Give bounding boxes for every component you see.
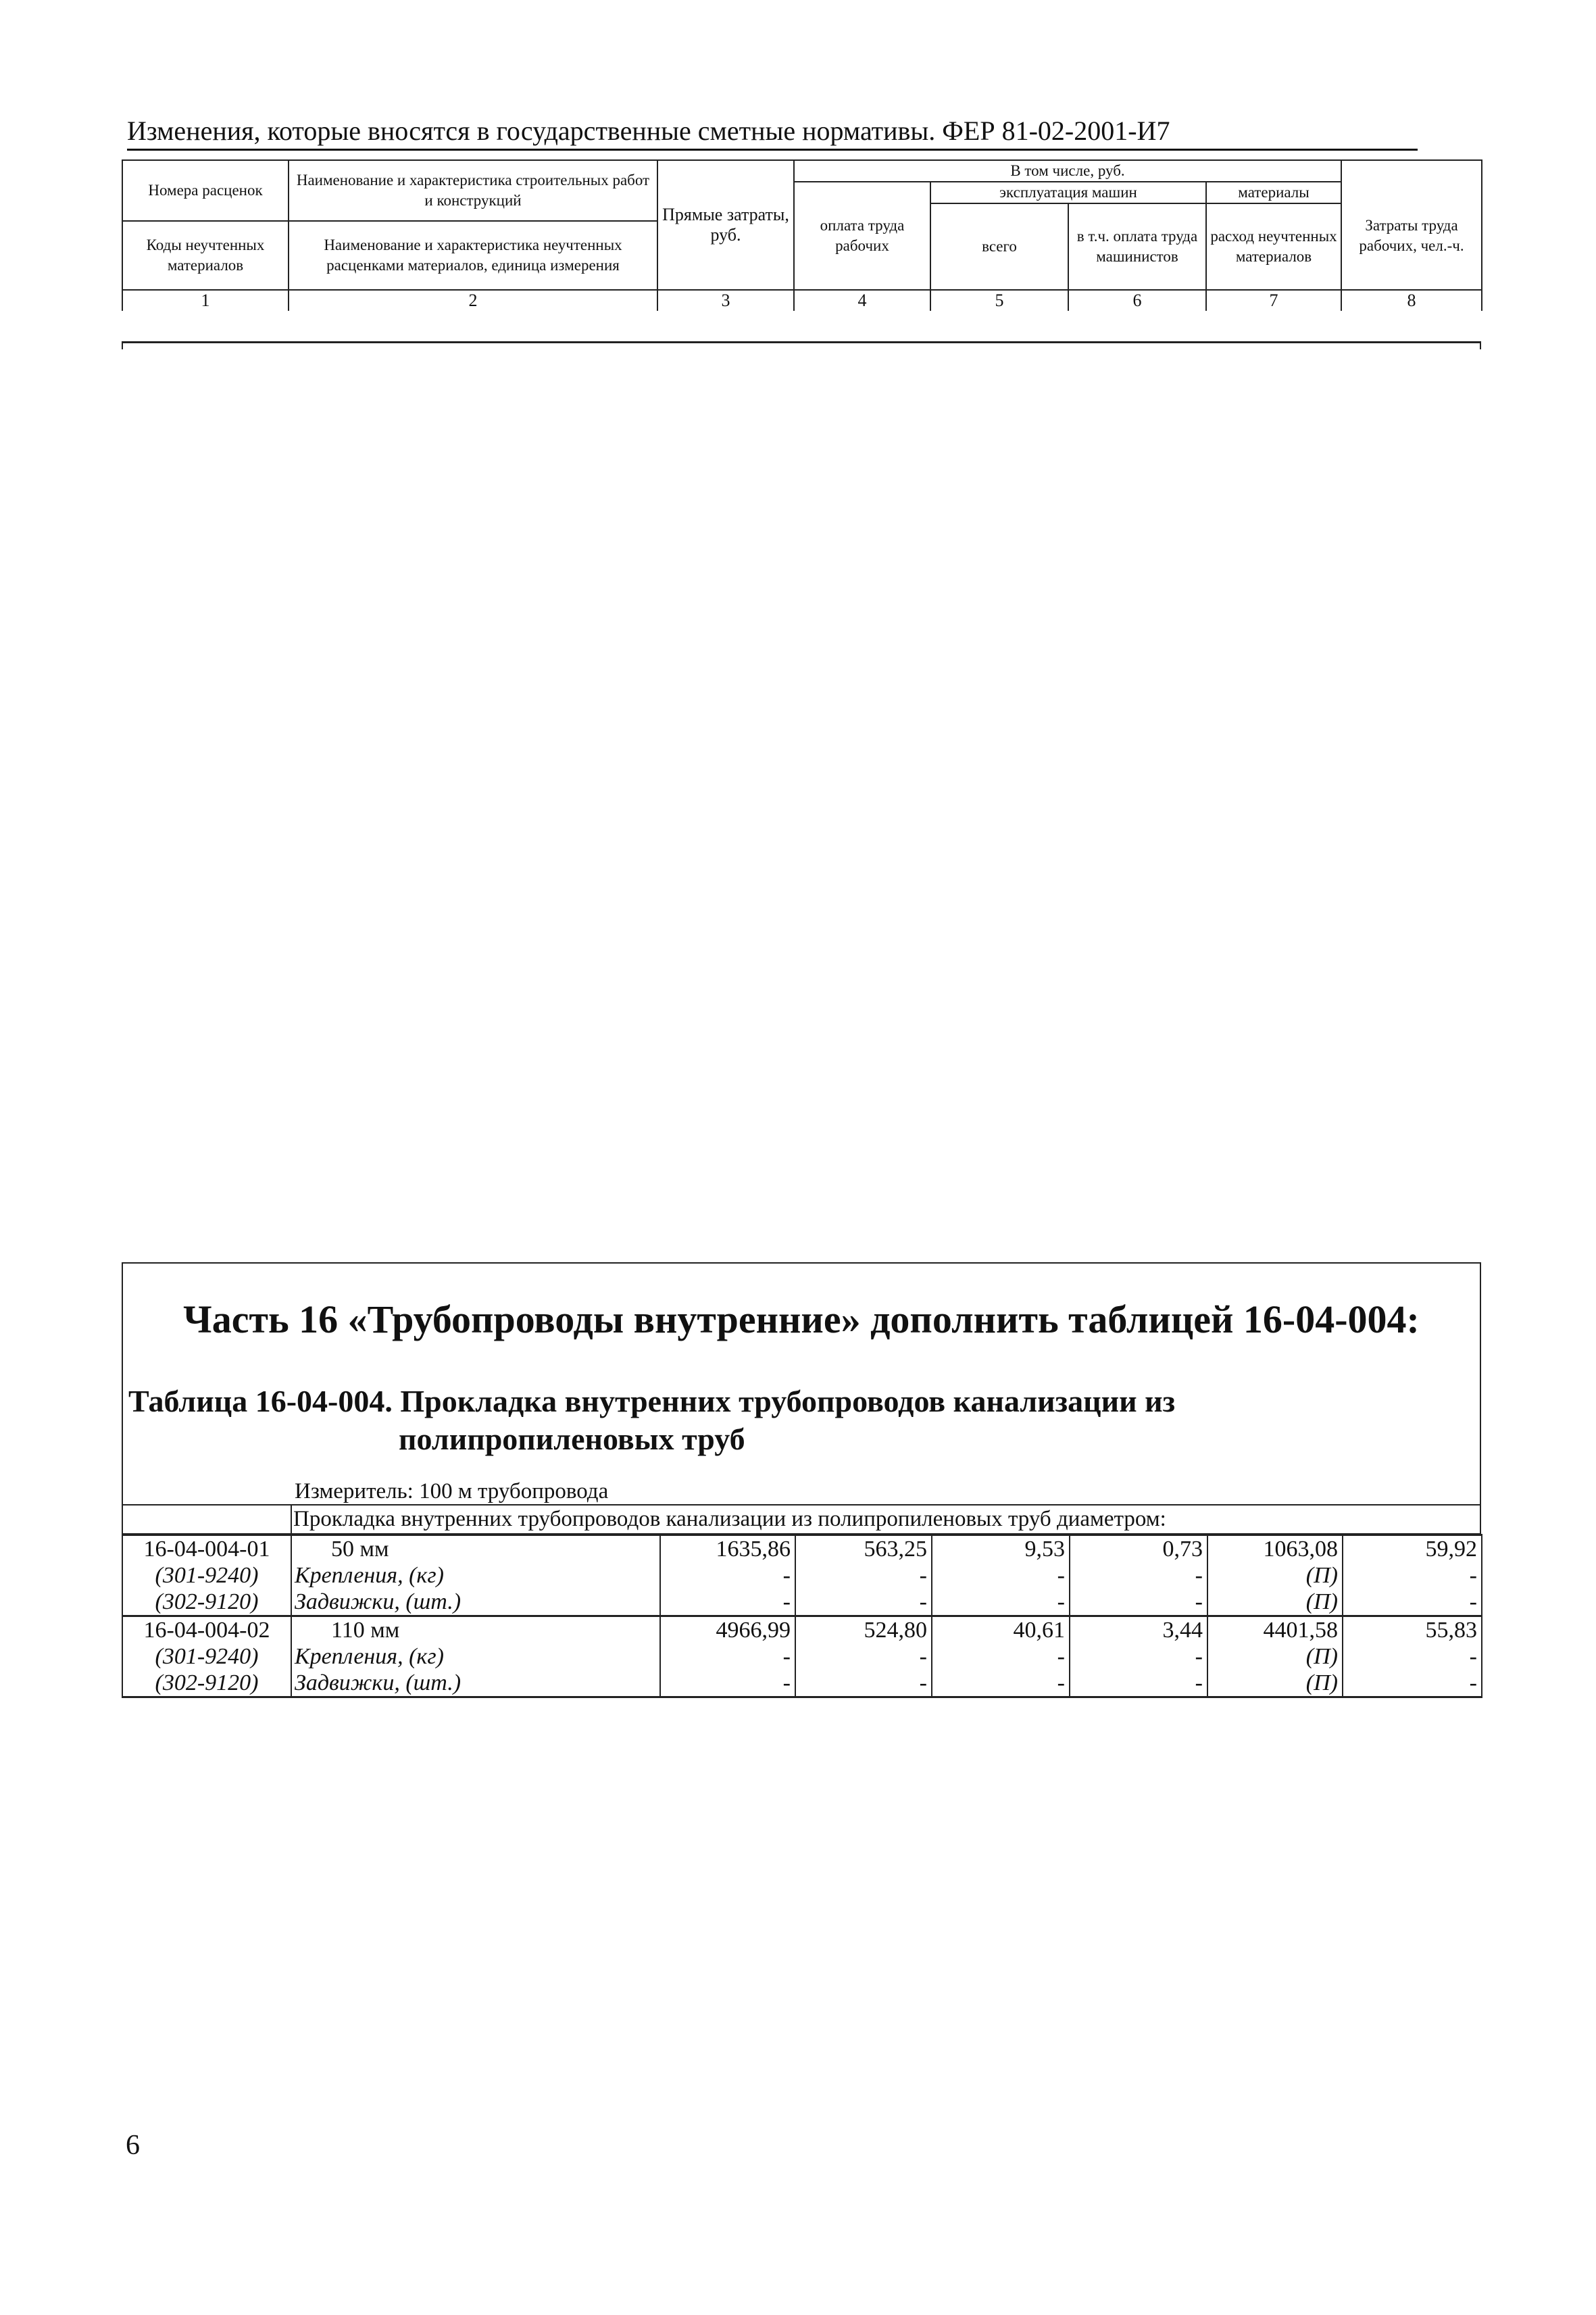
machine-total: - [932,1562,1070,1589]
table-row [122,1616,1482,1644]
machine-total: - [932,1670,1070,1697]
subheading-right-border [1480,1504,1481,1535]
table-row [122,1562,1482,1589]
col-number-5: 5 [930,290,1068,311]
material-code: (301-9240) [122,1643,291,1670]
materials-cost: (П) [1207,1562,1343,1589]
labor-wages: 524,80 [795,1616,932,1644]
material-code: (301-9240) [122,1562,291,1589]
col1-bottom-header: Коды неучтенных материалов [122,221,289,290]
table-row [122,1670,1482,1697]
machine-total: 9,53 [932,1535,1070,1563]
materials-cost: 1063,08 [1207,1535,1343,1563]
col2-top-header: Наименование и характеристика строительных работ и конструкций [289,160,657,221]
labor-wages: - [795,1670,932,1697]
col-number-1: 1 [122,290,289,311]
col-number-8: 8 [1341,290,1482,311]
col-number-3: 3 [657,290,794,311]
direct-costs: - [660,1562,795,1589]
machine-total: 40,61 [932,1616,1070,1644]
table-title [128,1383,1412,1458]
table-title-line2: полипропиленовых труб [399,1422,745,1456]
labor-hours: - [1343,1589,1482,1616]
included-group-header: В том числе, руб. [794,160,1341,182]
labor-wages: - [795,1589,932,1616]
header-table-tick [122,341,123,349]
labor-hours: - [1343,1643,1482,1670]
subheading-left-border [122,1504,123,1535]
col5-header: всего [930,203,1068,290]
direct-costs: 4966,99 [660,1616,795,1644]
column-header-table [122,159,1482,311]
col4-header: оплата труда рабочих [794,182,930,290]
subheading-text: Прокладка внутренних трубопроводов канализации из полипропиленовых труб диаметром: [293,1507,1166,1531]
col-number-7: 7 [1206,290,1341,311]
material-name: Задвижки, (шт.) [291,1589,660,1616]
material-name: Задвижки, (шт.) [291,1670,660,1697]
header-table-tick [1480,341,1481,349]
rates-table [122,1534,1482,1698]
direct-costs: - [660,1670,795,1697]
subheading-divider [291,1504,292,1535]
direct-costs: - [660,1589,795,1616]
col-number-2: 2 [289,290,657,311]
materials-cost: 4401,58 [1207,1616,1343,1644]
table-title-line1: Таблица 16-04-004. Прокладка внутренних трубопроводов канализации из [128,1384,1176,1418]
machinist-wages: - [1070,1643,1207,1670]
rate-code: 16-04-004-01 [122,1535,291,1563]
machinist-wages: - [1070,1670,1207,1697]
page-number: 6 [126,2130,140,2161]
table-row [122,1535,1482,1563]
machinist-wages: - [1070,1589,1207,1616]
machinist-wages: 3,44 [1070,1616,1207,1644]
unit-of-measure: Измеритель: 100 м трубопровода [295,1479,609,1503]
materials-cost: (П) [1207,1670,1343,1697]
document-header: Изменения, которые вносятся в государственные сметные нормативы. ФЕР 81-02-2001-И7 [127,114,1418,151]
labor-hours: - [1343,1562,1482,1589]
machinist-wages: 0,73 [1070,1535,1207,1563]
labor-hours: 55,83 [1343,1616,1482,1644]
table-row [122,1589,1482,1616]
material-name: Крепления, (кг) [291,1562,660,1589]
col-number-4: 4 [794,290,930,311]
machine-total: - [932,1589,1070,1616]
col3-header: Прямые затраты, руб. [657,160,794,290]
col1-top-header: Номера расценок [122,160,289,221]
labor-wages: - [795,1643,932,1670]
machines-group-header: эксплуатация машин [930,182,1206,203]
materials-cost: (П) [1207,1589,1343,1616]
header-table-bottom-rule [122,341,1481,343]
labor-wages: 563,25 [795,1535,932,1563]
col-number-6: 6 [1068,290,1206,311]
rate-name: 110 мм [291,1616,660,1644]
machine-total: - [932,1643,1070,1670]
material-code: (302-9120) [122,1589,291,1616]
col7-header: расход неучтенных материалов [1206,203,1341,290]
machinist-wages: - [1070,1562,1207,1589]
rate-code: 16-04-004-02 [122,1616,291,1644]
direct-costs: 1635,86 [660,1535,795,1563]
material-name: Крепления, (кг) [291,1643,660,1670]
labor-hours: 59,92 [1343,1535,1482,1563]
materials-cost: (П) [1207,1643,1343,1670]
section-heading: Часть 16 «Трубопроводы внутренние» дополнить таблицей 16-04-004: [183,1297,1420,1341]
col8-header: Затраты труда рабочих, чел.-ч. [1341,182,1482,290]
materials-group-header: материалы [1206,182,1341,203]
labor-wages: - [795,1562,932,1589]
material-code: (302-9120) [122,1670,291,1697]
table-row [122,1643,1482,1670]
col2-bottom-header: Наименование и характеристика неучтенных расценками материалов, единица измерения [289,221,657,290]
direct-costs: - [660,1643,795,1670]
col6-header: в т.ч. оплата труда машинистов [1068,203,1206,290]
labor-hours: - [1343,1670,1482,1697]
col8-top-spacer [1341,160,1482,182]
rate-name: 50 мм [291,1535,660,1563]
